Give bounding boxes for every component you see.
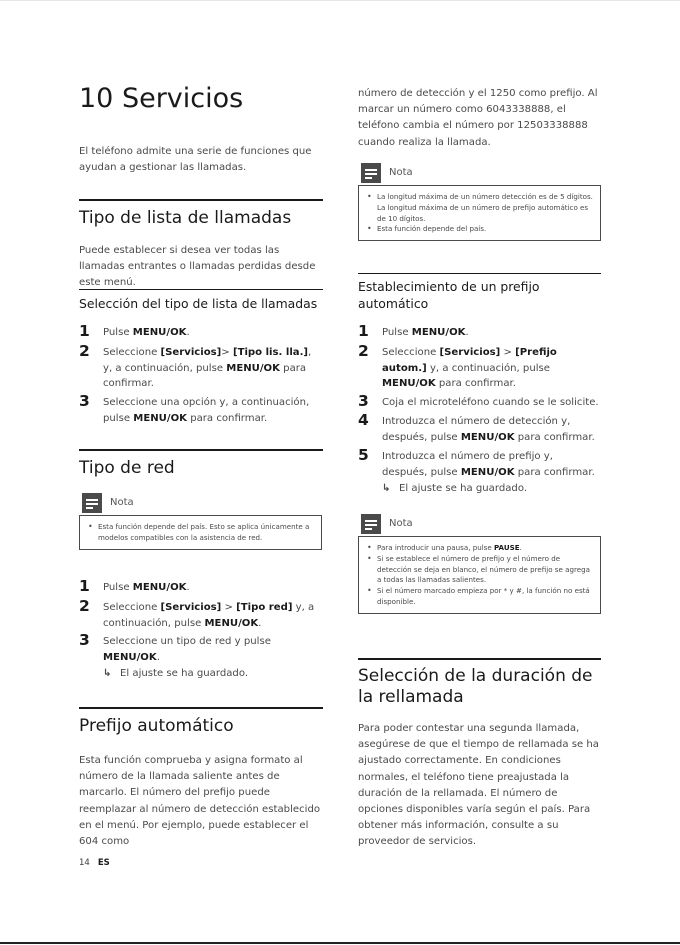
language-code: ES [97,858,110,868]
step-item: 3 Seleccione un tipo de red y pulse MENU/OK. [79,631,271,663]
step-item: 4 Introduzca el número de detección y, después, pulse MENU/OK para confirmar. [358,411,595,443]
note-label: Nota [389,518,413,529]
step-item: 1 Pulse MENU/OK. [79,322,190,340]
step-item: 2 Seleccione [Servicios] > [Tipo red] y, a continuación, pulse MENU/OK. [79,597,315,629]
subsection-establecimiento-title: Establecimiento de un prefijo automático [358,278,601,312]
section-tipo-red-title: Tipo de red [79,458,175,479]
note-item: • Para introducir una pausa, pulse PAUSE. [367,543,594,554]
note-item: • Si se establece el número de prefijo y el número de detección se deja en blanco, el número de prefijo se agrega a todas las llamadas salientes. [367,554,594,586]
note-item: • La longitud máxima de un número detección es de 5 dígitos. La longitud máxima de un número de prefijo automático es de 10 dígitos. [367,192,594,224]
note-item: • Si el número marcado empieza por * y #, la función no está disponible. [367,586,594,608]
intro-text: El teléfono admite una serie de funciones que ayudan a gestionar las llamadas. [79,146,312,174]
page-footer [79,858,110,868]
result-arrow-icon: ↳ [382,483,391,494]
step-item: 3 Seleccione una opción y, a continuación, pulse MENU/OK para confirmar. [79,392,310,424]
result-line: ↳ El ajuste se ha guardado. [103,668,249,679]
page-number: 14 [79,858,90,868]
duracion-text: Para poder contestar una segunda llamada, asegúrese de que el tiempo de rellamada se ha ajustado correctamente. En condiciones normales, el teléfono tiene preajustada la duración de la rellamada. El número de opciones disponibles varía según el país. Para obtener más información, consulte a su proveedor de servicios. [358,723,599,848]
result-arrow-icon: ↳ [103,668,112,679]
step-item: 2 Seleccione [Servicios] > [Prefijo autom.] y, a continuación, pulse MENU/OK para confirmar. [358,342,557,390]
step-item: 1 Pulse MENU/OK. [79,577,190,595]
note-label: Nota [389,167,413,178]
section-prefijo-title: Prefijo automático [79,716,234,737]
step-item: 5 Introduzca el número de prefijo y, después, pulse MENU/OK para confirmar. [358,446,595,478]
step-item: 1 Pulse MENU/OK. [358,322,469,340]
section-tipo-lista-title: Tipo de lista de llamadas [79,208,291,229]
section-duracion-title: Selección de la duración de la rellamada [358,666,601,708]
note-icon [82,493,102,513]
bottom-border [0,942,680,944]
chapter-title: 10 Servicios [79,83,244,114]
note-item: • Esta función depende del país. Esto se aplica únicamente a modelos compatibles con la asistencia de red. [88,522,315,544]
prefijo-text-continued: número de detección y el 1250 como prefijo. Al marcar un número como 6043338888, el teléfono cambia el número por 12503338888 cuando realiza la llamada. [358,88,598,148]
result-line: ↳ El ajuste se ha guardado. [382,483,528,494]
step-item: 2 Seleccione [Servicios]> [Tipo lis. lla.], y, a continuación, pulse MENU/OK para confirmar. [79,342,312,390]
note-box [358,514,601,614]
tipo-lista-text: Puede establecer si desea ver todas las llamadas entrantes o llamadas perdidas desde este menú. [79,245,316,289]
note-box [79,493,322,550]
subsection-seleccion-title: Selección del tipo de lista de llamadas [79,295,323,312]
note-icon [361,514,381,534]
prefijo-text: Esta función comprueba y asigna formato al número de la llamada saliente antes de marcarlo. El número del prefijo puede reemplazar al número de detección establecido en el menú. Por ejemplo, puede establecer el 604 como [79,755,321,848]
note-item: • Esta función depende del país. [367,224,594,235]
note-box [358,163,601,241]
top-border [0,0,680,1]
note-icon [361,163,381,183]
note-label: Nota [110,497,134,508]
section-rule [79,199,323,201]
step-item: 3 Coja el microteléfono cuando se le solicite. [358,392,599,410]
